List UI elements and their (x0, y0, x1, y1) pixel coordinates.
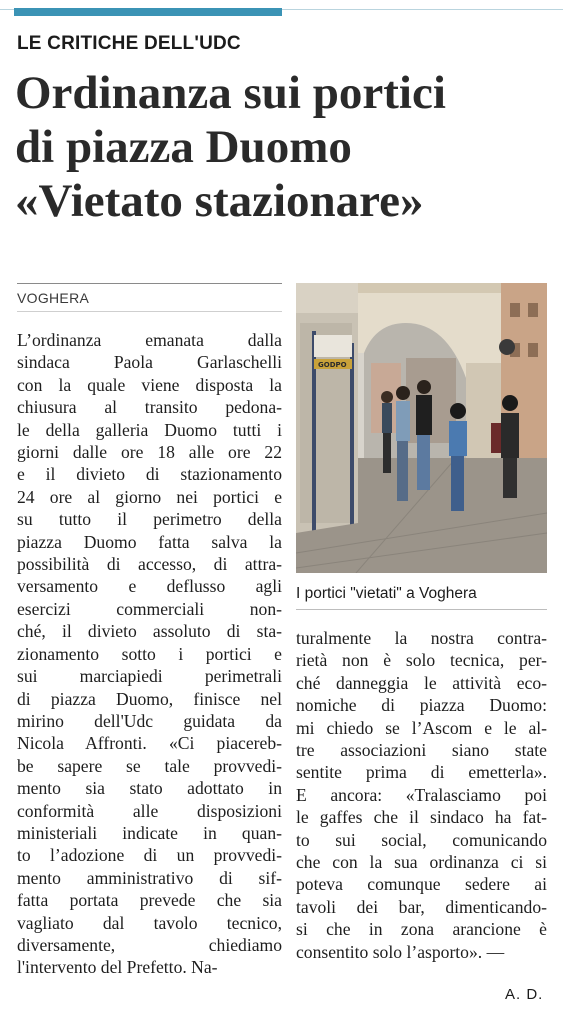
article-text-line: le della galleria Duomo tutti i (17, 419, 282, 440)
article-text-line: sui marciapiedi perimetrali (17, 666, 282, 687)
photo-caption: I portici "vietati" a Voghera (296, 585, 477, 602)
article-text-line: ministeriali indicate in quan- (17, 822, 282, 843)
article-text-line: E ancora: «Tralasciamo poi (296, 784, 547, 805)
article-text-line: sindaca Paola Garlaschelli (17, 352, 282, 373)
dateline-rule-bottom (17, 311, 282, 312)
article-text-line: fatta portata prevede che sia (17, 890, 282, 911)
article-text-line: nomiche di piazza Duomo: (296, 695, 547, 716)
article-text-line: ché, il divieto assoluto di sta- (17, 621, 282, 642)
headline-line-1: Ordinanza sui portici (15, 67, 446, 119)
article-text-line: con la quale viene disposta la (17, 374, 282, 395)
dateline-rule (17, 283, 282, 284)
article-text-line: mento amministrativo di sif- (17, 867, 282, 888)
article-text-line: poteva comunque sedere ai (296, 874, 547, 895)
article-text-line: si che in zona arancione è (296, 919, 547, 940)
article-text-line: rietà non è solo tecnica, per- (296, 650, 547, 671)
article-text-line: giorni dalle ore 18 alle ore 22 (17, 442, 282, 463)
article-text-line: mirino dell'Udc guidata da (17, 710, 282, 731)
headline-line-2: di piazza Duomo (15, 121, 352, 173)
article-text-line: be sapere se tale provvedi- (17, 755, 282, 776)
article-text-line: le gaffes che il sindaco ha fat- (296, 807, 547, 828)
section-accent-bar (14, 8, 282, 16)
article-photo (296, 283, 547, 573)
sign-text: GODPO (318, 361, 347, 369)
article-text-line: vagliato dal tavolo tecnico, (17, 912, 282, 933)
article-text-line: chiusura al transito pedona- (17, 397, 282, 418)
article-text-line: che con la sua ordinanza ci si (296, 852, 547, 873)
article-text-line: 24 ore al giorno nei portici e (17, 486, 282, 507)
article-text-line: to l’adozione di un provvedi- (17, 845, 282, 866)
article-text-line: possibilità di accesso, di attra- (17, 554, 282, 575)
article-text-line: mento sia stato adottato in (17, 778, 282, 799)
article-text-line: conformità alle disposizioni (17, 800, 282, 821)
article-column-2 (296, 627, 547, 963)
article-text-line: su tutto il perimetro della (17, 509, 282, 530)
headline (15, 66, 555, 228)
article-text-line: versamento e deflusso agli (17, 576, 282, 597)
portico-photo-illustration (296, 283, 547, 573)
caption-rule (296, 609, 547, 610)
article-text-line: mi chiedo se l’Ascom e le al- (296, 717, 547, 738)
author-signature: A. D. (505, 986, 544, 1003)
article-text-line: consentito solo l’asporto». — (296, 941, 505, 962)
dateline: VOGHERA (17, 290, 90, 306)
article-text-line: di piazza Duomo, finisce nel (17, 688, 282, 709)
article-text-line: sentite prima di emetterla». (296, 762, 547, 783)
kicker: LE CRITICHE DELL'UDC (17, 33, 241, 54)
article-text-line: e il divieto di stazionamento (17, 464, 282, 485)
article-text-line: L’ordinanza emanata dalla (17, 330, 282, 350)
article-text-line: tavoli dei bar, dimenticando- (296, 896, 547, 917)
article-text-line: to sui social, comunicando (296, 829, 547, 850)
article-text-line: zionamento sotto i portici e (17, 643, 282, 664)
article-text-line: tre associazioni siano state (296, 740, 547, 761)
article-text-line: Nicola Affronti. «Ci piacereb- (17, 733, 282, 754)
article-text-line: ché danneggia le attività eco- (296, 672, 547, 693)
headline-line-3: «Vietato stazionare» (15, 175, 424, 227)
article-text-line: turalmente la nostra contra- (296, 628, 547, 648)
article-text-line: l'intervento del Prefetto. Na- (17, 957, 218, 978)
article-text-line: diversamente, chiediamo (17, 934, 282, 955)
article-text-line: piazza Duomo fatta salva la (17, 531, 282, 552)
article-text-line: esercizi commerciali non- (17, 598, 282, 619)
article-column-1 (17, 329, 282, 979)
